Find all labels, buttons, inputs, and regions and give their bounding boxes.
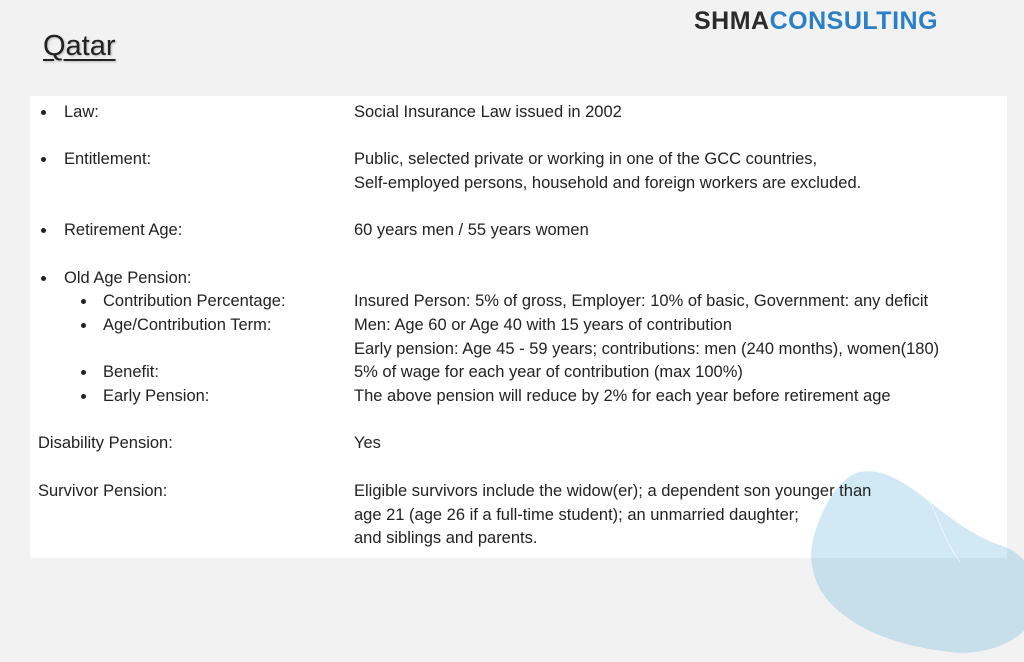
survivor-pension-value-line1: Eligible survivors include the widow(er); a dependent son younger than bbox=[354, 482, 872, 500]
retirement-age-label: Retirement Age: bbox=[64, 221, 183, 239]
survivor-pension-value-line3: and siblings and parents. bbox=[354, 529, 538, 547]
age-contribution-term-label: Age/Contribution Term: bbox=[103, 316, 272, 334]
page-title: Qatar bbox=[43, 30, 116, 62]
entitlement-value-line1: Public, selected private or working in one of the GCC countries, bbox=[354, 150, 818, 168]
retirement-age-value: 60 years men / 55 years women bbox=[354, 221, 589, 239]
disability-pension-value: Yes bbox=[354, 434, 381, 452]
early-pension-label: Early Pension: bbox=[103, 387, 210, 405]
contribution-percentage-label: Contribution Percentage: bbox=[103, 292, 286, 310]
entitlement-value-line2: Self-employed persons, household and foreign workers are excluded. bbox=[354, 174, 862, 192]
survivor-pension-label: Survivor Pension: bbox=[38, 482, 168, 500]
law-value: Social Insurance Law issued in 2002 bbox=[354, 103, 622, 121]
benefit-label: Benefit: bbox=[103, 363, 159, 381]
age-contribution-term-value-line1: Men: Age 60 or Age 40 with 15 years of contribution bbox=[354, 316, 732, 334]
sub-bullet-icon bbox=[81, 299, 86, 304]
sub-bullet-icon bbox=[81, 370, 86, 375]
bullet-icon bbox=[41, 228, 46, 233]
logo-text-consulting: CONSULTING bbox=[769, 7, 939, 35]
bullet-icon bbox=[41, 276, 46, 281]
bullet-icon bbox=[41, 157, 46, 162]
old-age-pension-label: Old Age Pension: bbox=[64, 269, 192, 287]
sub-bullet-icon bbox=[81, 323, 86, 328]
survivor-pension-value-line2: age 21 (age 26 if a full-time student); an unmarried daughter; bbox=[354, 506, 799, 524]
sub-bullet-icon bbox=[81, 394, 86, 399]
company-logo bbox=[694, 7, 938, 36]
early-pension-value: The above pension will reduce by 2% for each year before retirement age bbox=[354, 387, 891, 405]
entitlement-label: Entitlement: bbox=[64, 150, 152, 168]
bullet-icon bbox=[41, 110, 46, 115]
age-contribution-term-value-line2: Early pension: Age 45 - 59 years; contributions: men (240 months), women(180) bbox=[354, 340, 940, 358]
contribution-percentage-value: Insured Person: 5% of gross, Employer: 10% of basic, Government: any deficit bbox=[354, 292, 929, 310]
logo-text-shma: SHMA bbox=[694, 7, 770, 35]
benefit-value: 5% of wage for each year of contribution (max 100%) bbox=[354, 363, 743, 381]
law-label: Law: bbox=[64, 103, 99, 121]
disability-pension-label: Disability Pension: bbox=[38, 434, 173, 452]
